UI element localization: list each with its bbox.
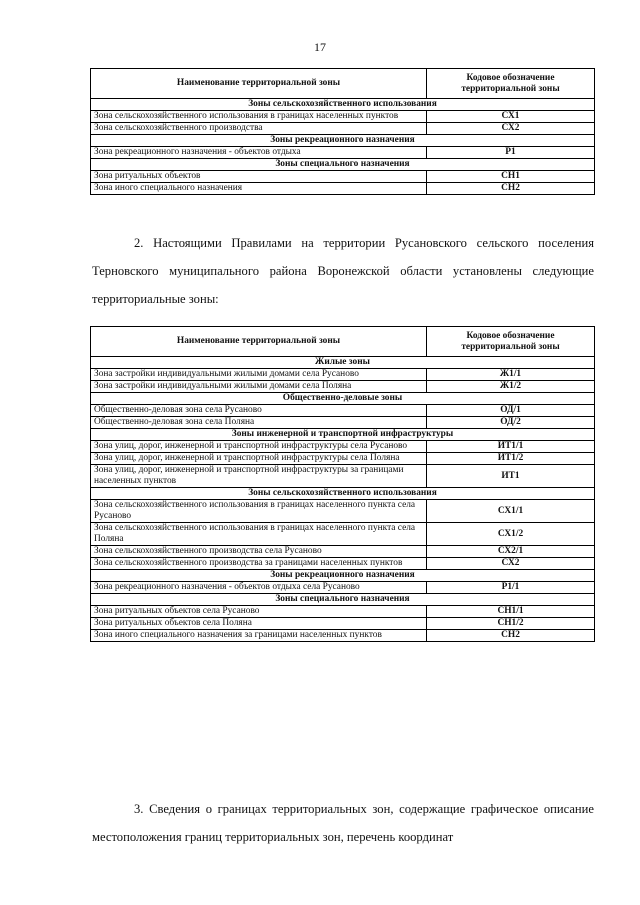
zone-name-cell: Зона сельскохозяйственного использования в границах населенного пункта села Поляна xyxy=(91,523,427,546)
zone-code-cell: Р1 xyxy=(427,147,595,159)
zone-name-cell: Зона ритуальных объектов xyxy=(91,171,427,183)
table-row xyxy=(91,500,595,523)
header-zone-name: Наименование территориальной зоны xyxy=(91,69,427,99)
table-row xyxy=(91,465,595,488)
section-row xyxy=(91,357,595,369)
zone-name-cell: Общественно-деловая зона села Русаново xyxy=(91,405,427,417)
section-title: Зоны рекреационного назначения xyxy=(91,135,595,147)
table-row xyxy=(91,606,595,618)
table-row xyxy=(91,417,595,429)
zone-name-cell: Общественно-деловая зона села Поляна xyxy=(91,417,427,429)
zone-name-cell: Зона сельскохозяйственного использования в границах населенных пунктов xyxy=(91,111,427,123)
table-row xyxy=(91,558,595,570)
table-row xyxy=(91,582,595,594)
zone-code-cell: СН1/2 xyxy=(427,618,595,630)
section-row xyxy=(91,135,595,147)
table-row xyxy=(91,123,595,135)
zone-code-cell: Ж1/1 xyxy=(427,369,595,381)
section-title: Зоны сельскохозяйственного использования xyxy=(91,488,595,500)
zones-table-2-body xyxy=(91,327,595,642)
zone-name-cell: Зона сельскохозяйственного использования в границах населенного пункта села Русаново xyxy=(91,500,427,523)
zone-code-cell: СН1 xyxy=(427,171,595,183)
zone-name-cell: Зона застройки индивидуальными жилыми домами села Поляна xyxy=(91,381,427,393)
table-row xyxy=(91,523,595,546)
section-title: Зоны специального назначения xyxy=(91,594,595,606)
header-zone-code: Кодовое обозначение территориальной зоны xyxy=(427,69,595,99)
zone-name-cell: Зона улиц, дорог, инженерной и транспортной инфраструктуры за границами населенных пунктов xyxy=(91,465,427,488)
table-row xyxy=(91,618,595,630)
zone-code-cell: Р1/1 xyxy=(427,582,595,594)
section-title: Зоны рекреационного назначения xyxy=(91,570,595,582)
table-header-row xyxy=(91,69,595,99)
table-row xyxy=(91,630,595,642)
zone-code-cell: СХ1 xyxy=(427,111,595,123)
section-row xyxy=(91,159,595,171)
zone-name-cell: Зона иного специального назначения xyxy=(91,183,427,195)
table-row xyxy=(91,369,595,381)
zone-code-cell: СН1/1 xyxy=(427,606,595,618)
table-row xyxy=(91,147,595,159)
table-row xyxy=(91,405,595,417)
table-row xyxy=(91,381,595,393)
section-row xyxy=(91,570,595,582)
zones-table-1 xyxy=(90,68,595,195)
zones-table-1-body xyxy=(91,69,595,195)
zone-name-cell: Зона рекреационного назначения - объектов отдыха села Русаново xyxy=(91,582,427,594)
zone-code-cell: ОД/1 xyxy=(427,405,595,417)
table-row xyxy=(91,171,595,183)
zone-name-cell: Зона ритуальных объектов села Поляна xyxy=(91,618,427,630)
section-title: Зоны специального назначения xyxy=(91,159,595,171)
zone-code-cell: СХ2/1 xyxy=(427,546,595,558)
paragraph-3: 3. Сведения о границах территориальных зон, содержащие графическое описание местоположения границ территориальных зон, перечень координат xyxy=(92,802,594,844)
section-title: Общественно-деловые зоны xyxy=(91,393,595,405)
section-row xyxy=(91,594,595,606)
zone-name-cell: Зона рекреационного назначения - объектов отдыха xyxy=(91,147,427,159)
table-row xyxy=(91,111,595,123)
section-title: Зоны инженерной и транспортной инфраструктуры xyxy=(91,429,595,441)
section-row xyxy=(91,488,595,500)
section-title: Жилые зоны xyxy=(91,357,595,369)
table-row xyxy=(91,441,595,453)
zone-code-cell: ОД/2 xyxy=(427,417,595,429)
zone-code-cell: СН2 xyxy=(427,183,595,195)
zone-name-cell: Зона улиц, дорог, инженерной и транспортной инфраструктуры села Поляна xyxy=(91,453,427,465)
table-row xyxy=(91,183,595,195)
zones-table-2 xyxy=(90,326,595,642)
zone-name-cell: Зона иного специального назначения за границами населенных пунктов xyxy=(91,630,427,642)
section-row xyxy=(91,429,595,441)
zone-code-cell: ИТ1/1 xyxy=(427,441,595,453)
header-zone-name: Наименование территориальной зоны xyxy=(91,327,427,357)
zone-code-cell: Ж1/2 xyxy=(427,381,595,393)
zone-name-cell: Зона улиц, дорог, инженерной и транспортной инфраструктуры села Русаново xyxy=(91,441,427,453)
zone-name-cell: Зона сельскохозяйственного производства села Русаново xyxy=(91,546,427,558)
zone-code-cell: СХ1/1 xyxy=(427,500,595,523)
zone-code-cell: СХ1/2 xyxy=(427,523,595,546)
zone-code-cell: ИТ1 xyxy=(427,465,595,488)
table-row xyxy=(91,546,595,558)
header-zone-code: Кодовое обозначение территориальной зоны xyxy=(427,327,595,357)
table-row xyxy=(91,453,595,465)
zone-code-cell: СХ2 xyxy=(427,558,595,570)
paragraph-2: 2. Настоящими Правилами на территории Русановского сельского поселения Терновского муниципального района Воронежской области установлены следующие территориальные зоны: xyxy=(92,236,594,306)
page-number: 17 xyxy=(314,40,326,54)
table-header-row xyxy=(91,327,595,357)
section-title: Зоны сельскохозяйственного использования xyxy=(91,99,595,111)
section-row xyxy=(91,393,595,405)
zone-code-cell: ИТ1/2 xyxy=(427,453,595,465)
zone-code-cell: СХ2 xyxy=(427,123,595,135)
zone-name-cell: Зона сельскохозяйственного производства xyxy=(91,123,427,135)
zone-name-cell: Зона сельскохозяйственного производства за границами населенных пунктов xyxy=(91,558,427,570)
section-row xyxy=(91,99,595,111)
zone-name-cell: Зона ритуальных объектов села Русаново xyxy=(91,606,427,618)
zone-name-cell: Зона застройки индивидуальными жилыми домами села Русаново xyxy=(91,369,427,381)
zone-code-cell: СН2 xyxy=(427,630,595,642)
